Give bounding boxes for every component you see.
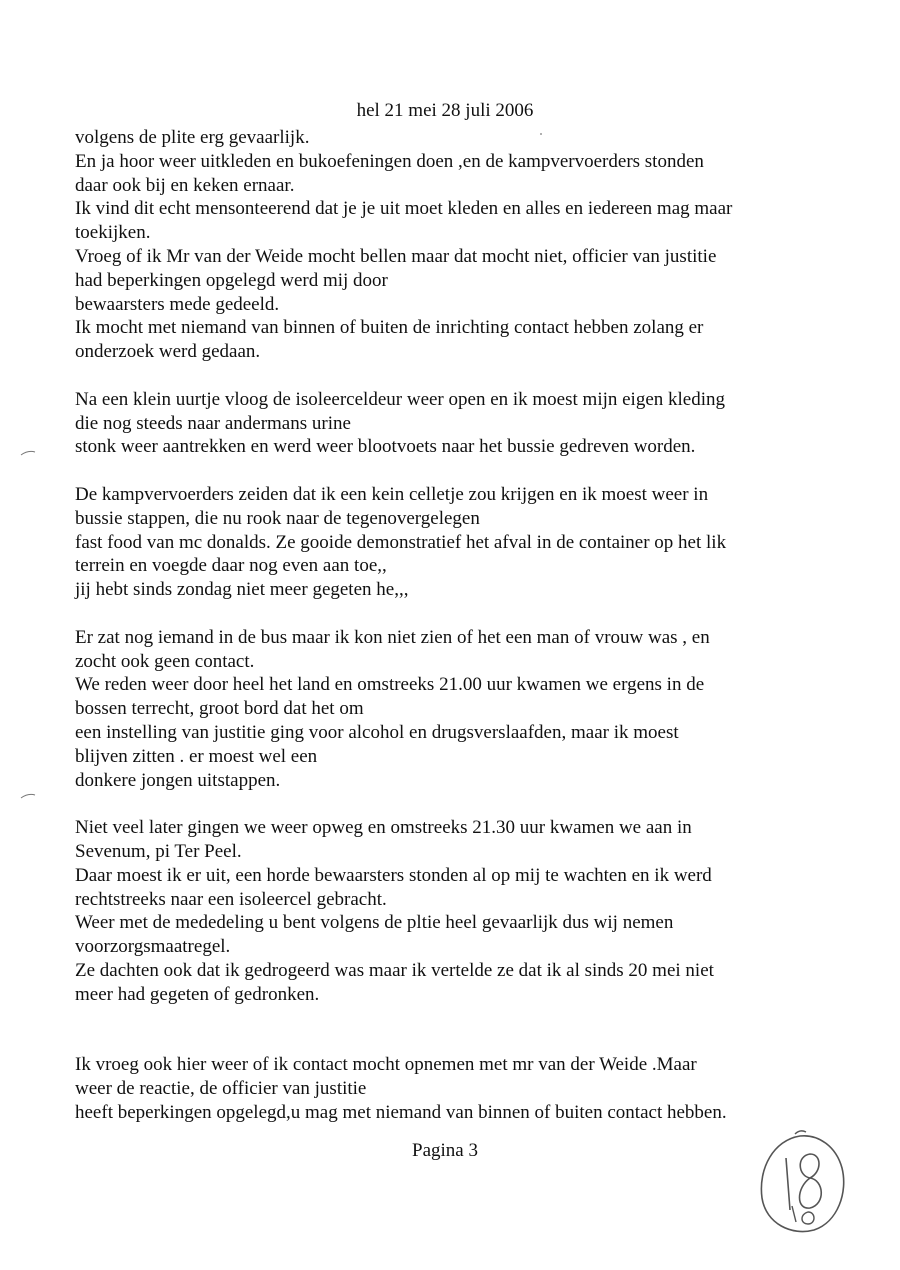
digit-1-stroke [786,1158,790,1210]
paragraph-2 [75,388,835,459]
text-line: die nog steeds naar andermans urine [75,412,351,434]
text-line: Ik vroeg ook hier weer of ik contact mocht opnemen met mr van der Weide .Maar [75,1054,697,1076]
margin-tick-mark [20,793,36,799]
scan-speck [540,133,542,135]
text-line: bewaarsters mede gedeeld. [75,293,280,315]
page-number: Pagina 3 [412,1140,478,1161]
text-line: fast food van mc donalds. Ze gooide demonstratief het afval in de container op het lik [75,531,727,553]
text-line: donkere jongen uitstappen. [75,769,281,791]
text-line: zocht ook geen contact. [75,650,255,672]
text-line: De kampvervoerders zeiden dat ik een kein celletje zou krijgen en ik moest weer in [75,483,709,505]
sub-digit-1-stroke [792,1206,796,1222]
text-line: Weer met de mededeling u bent volgens de pltie heel gevaarlijk dus wij nemen [75,912,674,934]
text-line: Na een klein uurtje vloog de isoleerceldeur weer open en ik moest mijn eigen kleding [75,388,726,410]
text-line: heeft beperkingen opgelegd,u mag met niemand van binnen of buiten contact hebben. [75,1102,727,1124]
paragraph-3 [75,483,835,602]
text-line: Sevenum, pi Ter Peel. [75,840,242,862]
digit-8-stroke [800,1154,822,1208]
pencil-circle-tail [795,1131,806,1134]
text-line: blijven zitten . er moest wel een [75,745,318,767]
paragraph-5 [75,816,835,1006]
paragraph-4 [75,626,835,793]
text-line: rechtstreeks naar een isoleercel gebracht. [75,888,387,910]
text-line: volgens de plite erg gevaarlijk. [75,127,310,148]
text-line: terrein en voegde daar nog even aan toe,, [75,555,387,577]
text-line: Ik vind dit echt mensonteerend dat je je uit moet kleden en alles en iedereen mag maar [75,198,733,220]
text-line: Niet veel later gingen we weer opweg en omstreeks 21.30 uur kwamen we aan in [75,817,692,839]
margin-tick-mark [20,450,36,456]
sub-digit-0-stroke [802,1212,814,1224]
text-line: meer had gegeten of gedronken. [75,983,320,1005]
page-header: hel 21 mei 28 juli 2006 [356,100,534,121]
text-line: jij hebt sinds zondag niet meer gegeten he,,, [75,579,409,601]
text-line: Er zat nog iemand in de bus maar ik kon niet zien of het een man of vrouw was , en [75,626,710,648]
text-line: Vroeg of ik Mr van der Weide mocht bellen maar dat mocht niet, officier van justitie [75,245,717,267]
text-line: We reden weer door heel het land en omstreeks 21.00 uur kwamen we ergens in de [75,674,705,696]
text-line: bussie stappen, die nu rook naar de tegenovergelegen [75,507,480,529]
paragraph-1 [75,126,835,364]
text-line: toekijken. [75,222,151,244]
text-line: Ze dachten ook dat ik gedrogeerd was maar ik vertelde ze dat ik al sinds 20 mei niet [75,959,714,981]
text-line: Ik mocht met niemand van binnen of buiten de inrichting contact hebben zolang er [75,317,704,339]
text-line: voorzorgsmaatregel. [75,936,231,958]
handwritten-page-number [752,1128,852,1240]
text-line: En ja hoor weer uitkleden en bukoefeningen doen ,en de kampvervoerders stonden [75,150,704,172]
paragraph-6 [75,1053,835,1124]
document-body [75,126,835,1149]
text-line: stonk weer aantrekken en werd weer blootvoets naar het bussie gedreven worden. [75,436,696,458]
text-line: had beperkingen opgelegd werd mij door [75,269,388,291]
text-line: onderzoek werd gedaan. [75,341,261,363]
text-line: Daar moest ik er uit, een horde bewaarsters stonden al op mij te wachten en ik werd [75,864,712,886]
text-line: bossen terrecht, groot bord dat het om [75,698,364,720]
text-line: weer de reactie, de officier van justitie [75,1078,367,1100]
text-line: een instelling van justitie ging voor alcohol en drugsverslaafden, maar ik moest [75,721,679,743]
text-line: daar ook bij en keken ernaar. [75,174,295,196]
